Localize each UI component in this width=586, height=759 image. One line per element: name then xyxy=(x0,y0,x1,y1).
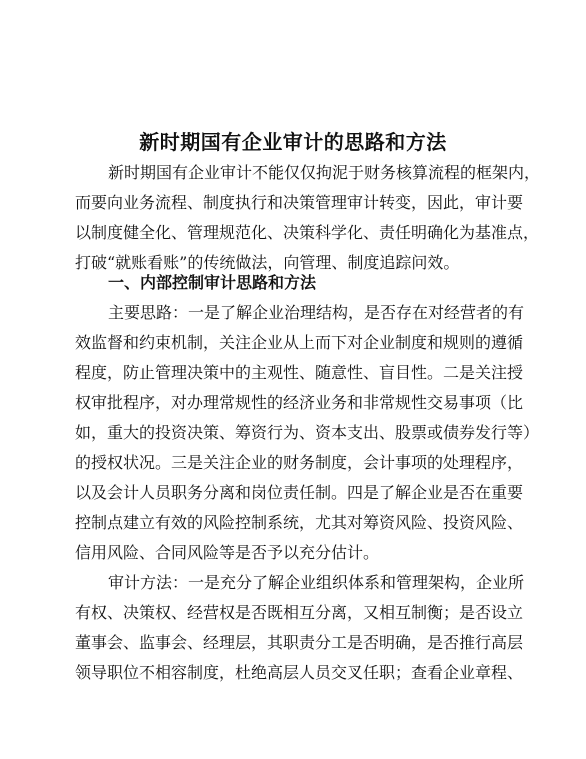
para1-line-7: 以及会计人员职务分离和岗位责任制。四是了解企业是否在重要 xyxy=(75,483,524,502)
para1-line-1: 主要思路：一是了解企业治理结构，是否存在对经营者的有 xyxy=(108,303,525,322)
para1-line-3: 程度，防止管理决策中的主观性、随意性、盲目性。二是关注授 xyxy=(75,363,524,382)
para1-line-4: 权审批程序，对办理常规性的经济业务和非常规性交易事项（比 xyxy=(75,393,524,412)
intro-line-2: 而要向业务流程、制度执行和决策管理审计转变，因此，审计要 xyxy=(75,193,524,212)
para1-line-8: 控制点建立有效的风险控制系统，尤其对筹资风险、投资风险、 xyxy=(75,513,524,532)
para2-line-2: 有权、决策权、经营权是否既相互分离，又相互制衡；是否设立 xyxy=(75,603,524,622)
para2-line-3: 董事会、监事会、经理层，其职责分工是否明确，是否推行高层 xyxy=(75,633,524,652)
intro-line-1: 新时期国有企业审计不能仅仅拘泥于财务核算流程的框架内， xyxy=(108,163,541,182)
intro-line-4: 打破“就账看账”的传统做法，向管理、制度追踪问效。 xyxy=(75,253,460,272)
intro-line-3: 以制度健全化、管理规范化、决策科学化、责任明确化为基准点， xyxy=(75,223,540,242)
para1-line-5: 如，重大的投资决策、筹资行为、资本支出、股票或债券发行等） xyxy=(75,423,540,442)
para1-line-2: 效监督和约束机制，关注企业从上而下对企业制度和规则的遵循 xyxy=(75,333,524,352)
para2-line-1: 审计方法：一是充分了解企业组织体系和管理架构，企业所 xyxy=(108,573,525,592)
para2-line-4: 领导职位不相容制度，杜绝高层人员交叉任职；查看企业章程、 xyxy=(75,663,524,682)
para1-line-6: 的授权状况。三是关注企业的财务制度，会计事项的处理程序， xyxy=(75,453,524,472)
section-heading-1: 一、内部控制审计思路和方法 xyxy=(108,273,317,292)
para1-line-9: 信用风险、合同风险等是否予以充分估计。 xyxy=(75,543,380,562)
document-title: 新时期国有企业审计的思路和方法 xyxy=(139,130,447,154)
